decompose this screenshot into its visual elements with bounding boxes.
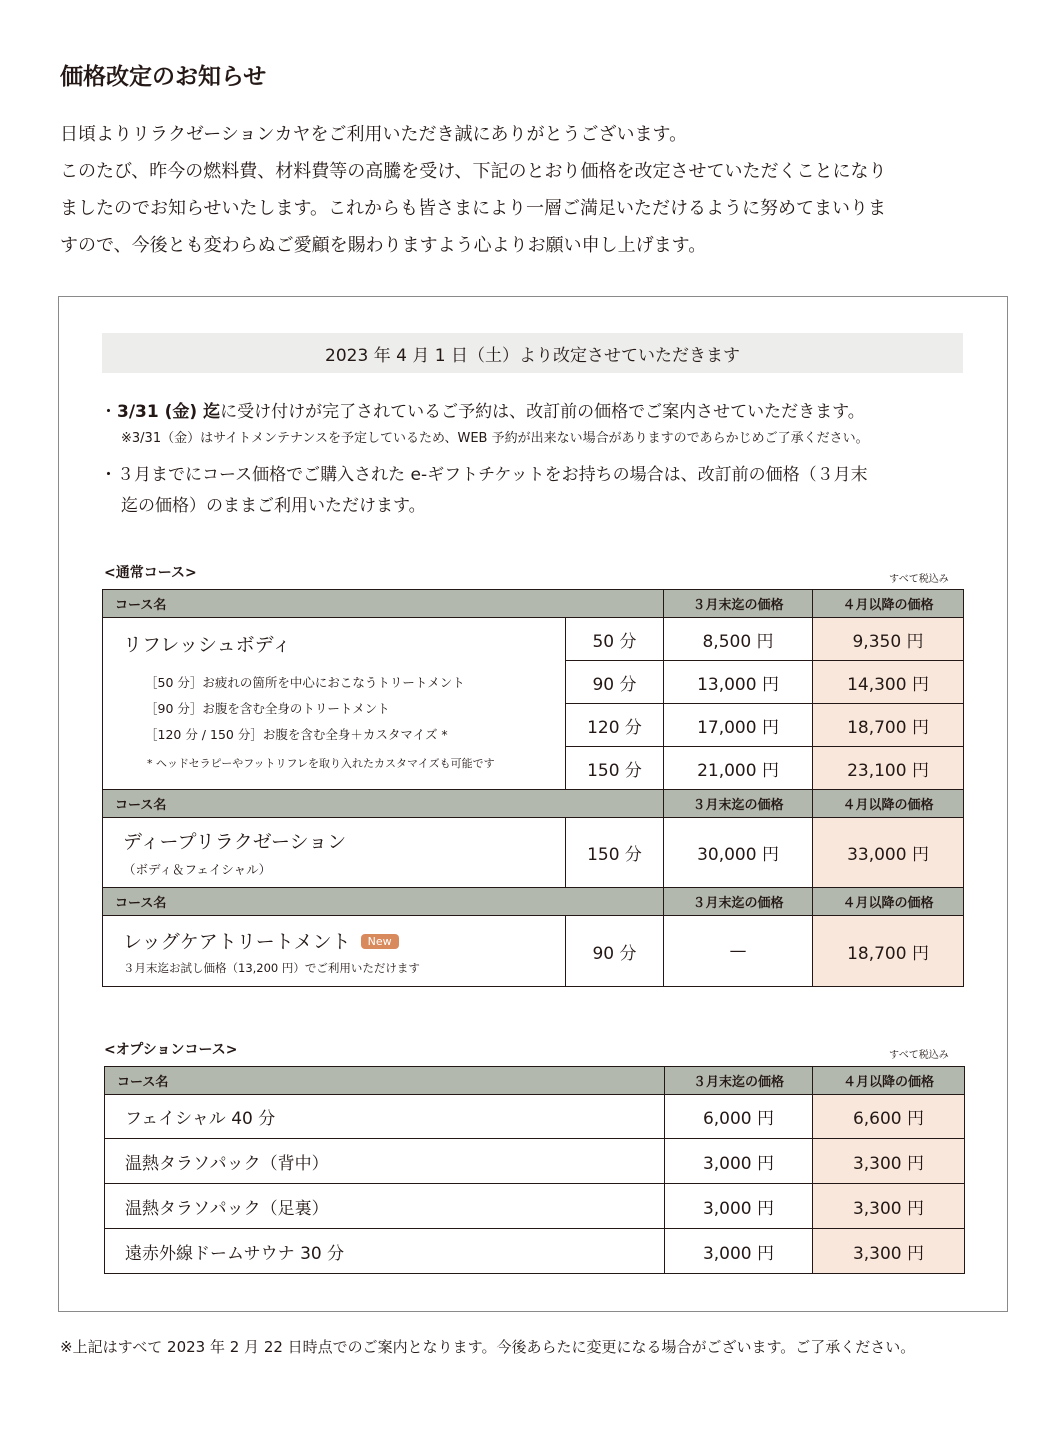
note-text: に受け付けが完了されているご予約は、改訂前の価格でご案内させていただきます。 bbox=[220, 402, 865, 422]
intro-line: このたび、昨今の燃料費、材料費等の高騰を受け、下記のとおり価格を改定させていただくことになり bbox=[60, 161, 887, 182]
header-course: コース名 bbox=[105, 1067, 665, 1095]
intro-line: すので、今後とも変わらぬご愛顧を賜わりますよう心よりお願い申し上げます。 bbox=[60, 235, 707, 256]
effective-date-banner: 2023 年 4 月 1 日（土）より改定させていただきます bbox=[102, 333, 963, 373]
old-price: 30,000 円 bbox=[664, 818, 813, 888]
header-old-price: ３月末迄の価格 bbox=[664, 888, 813, 916]
regular-course-label: <通常コース> bbox=[104, 565, 197, 581]
option-name: 遠赤外線ドームサウナ 30 分 bbox=[105, 1229, 665, 1274]
header-course: コース名 bbox=[103, 590, 664, 618]
note-gift-line2: 迄の価格）のままご利用いただけます。 bbox=[121, 496, 426, 516]
course-desc: ［90 分］お腹を含む全身のトリートメント bbox=[145, 701, 390, 716]
old-price: 21,000 円 bbox=[664, 747, 813, 790]
old-price: 17,000 円 bbox=[664, 704, 813, 747]
regular-course-table bbox=[102, 589, 964, 987]
table-row bbox=[103, 916, 964, 987]
note-deadline: 3/31 (金) 迄 bbox=[117, 402, 221, 422]
table-row bbox=[105, 1095, 965, 1139]
header-old-price: ３月末迄の価格 bbox=[664, 790, 813, 818]
duration: 150 分 bbox=[566, 747, 664, 790]
old-price: 13,000 円 bbox=[664, 661, 813, 704]
tax-included-note: すべて税込み bbox=[889, 1050, 949, 1061]
course-name: ディープリラクゼーション bbox=[123, 831, 347, 853]
old-price: 3,000 円 bbox=[665, 1229, 813, 1274]
footnote: ※上記はすべて 2023 年 2 月 22 日時点でのご案内となります。今後あらたに変更になる場合がございます。ご了承ください。 bbox=[60, 1338, 916, 1356]
new-price: 23,100 円 bbox=[813, 747, 964, 790]
old-price: — bbox=[664, 916, 813, 987]
table-header-row bbox=[103, 888, 964, 916]
new-price: 3,300 円 bbox=[813, 1229, 965, 1274]
note-maintenance: ※3/31（金）はサイトメンテナンスを予定しているため、WEB 予約が出来ない場合がありますのであらかじめご了承ください。 bbox=[121, 431, 869, 446]
course-name: レッグケアトリートメント bbox=[123, 930, 351, 953]
new-price: 3,300 円 bbox=[813, 1184, 965, 1229]
new-price: 33,000 円 bbox=[813, 818, 964, 888]
option-name: 温熱タラソパック（背中） bbox=[105, 1139, 665, 1184]
new-price: 3,300 円 bbox=[813, 1139, 965, 1184]
course-desc: ［50 分］お疲れの箇所を中心におこなうトリートメント bbox=[145, 675, 465, 690]
duration: 90 分 bbox=[566, 916, 664, 987]
header-course: コース名 bbox=[103, 790, 664, 818]
duration: 50 分 bbox=[566, 618, 664, 661]
table-row bbox=[105, 1184, 965, 1229]
duration: 120 分 bbox=[566, 704, 664, 747]
table-row bbox=[105, 1229, 965, 1274]
course-desc: ［120 分 / 150 分］お腹を含む全身＋カスタマイズ * bbox=[145, 727, 448, 742]
table-header-row bbox=[105, 1067, 965, 1095]
old-price: 3,000 円 bbox=[665, 1139, 813, 1184]
course-desc-note: * ヘッドセラピーやフットリフレを取り入れたカスタマイズも可能です bbox=[147, 757, 495, 770]
table-row bbox=[105, 1139, 965, 1184]
new-price: 6,600 円 bbox=[813, 1095, 965, 1139]
course-sub: ３月末迄お試し価格（13,200 円）でご利用いただけます bbox=[123, 960, 420, 975]
course-sub: （ボディ＆フェイシャル） bbox=[123, 862, 272, 877]
course-leg-care bbox=[103, 916, 566, 987]
intro-text bbox=[60, 116, 1020, 264]
header-new-price: ４月以降の価格 bbox=[813, 888, 964, 916]
tax-included-note: すべて税込み bbox=[889, 574, 949, 585]
new-price: 18,700 円 bbox=[813, 916, 964, 987]
table-row bbox=[103, 618, 964, 661]
page-title: 価格改定のお知らせ bbox=[60, 64, 267, 90]
header-new-price: ４月以降の価格 bbox=[813, 590, 964, 618]
header-new-price: ４月以降の価格 bbox=[813, 790, 964, 818]
old-price: 8,500 円 bbox=[664, 618, 813, 661]
option-course-label: <オプションコース> bbox=[104, 1042, 238, 1058]
duration: 150 分 bbox=[566, 818, 664, 888]
table-header-row bbox=[103, 590, 964, 618]
old-price: 3,000 円 bbox=[665, 1184, 813, 1229]
note-reservation bbox=[100, 397, 865, 422]
new-price: 18,700 円 bbox=[813, 704, 964, 747]
header-old-price: ３月末迄の価格 bbox=[664, 590, 813, 618]
intro-line: ましたのでお知らせいたします。これからも皆さまにより一層ご満足いただけるように努めてまいりま bbox=[60, 198, 887, 219]
table-row bbox=[103, 818, 964, 888]
intro-line: 日頃よりリラクゼーションカヤをご利用いただき誠にありがとうございます。 bbox=[60, 124, 688, 145]
old-price: 6,000 円 bbox=[665, 1095, 813, 1139]
header-new-price: ４月以降の価格 bbox=[813, 1067, 965, 1095]
option-name: フェイシャル 40 分 bbox=[105, 1095, 665, 1139]
course-deep-relaxation bbox=[103, 818, 566, 888]
header-course: コース名 bbox=[103, 888, 664, 916]
new-badge: New bbox=[361, 934, 399, 949]
course-refresh-body bbox=[103, 618, 566, 790]
option-course-table bbox=[104, 1066, 965, 1274]
bullet: ・ bbox=[100, 402, 117, 422]
header-old-price: ３月末迄の価格 bbox=[665, 1067, 813, 1095]
option-name: 温熱タラソパック（足裏） bbox=[105, 1184, 665, 1229]
table-header-row bbox=[103, 790, 964, 818]
new-price: 9,350 円 bbox=[813, 618, 964, 661]
course-name: リフレッシュボディ bbox=[123, 634, 292, 656]
note-gift-line1: ・３月までにコース価格でご購入された e-ギフトチケットをお持ちの場合は、改訂前の価格（３月末 bbox=[100, 465, 868, 485]
duration: 90 分 bbox=[566, 661, 664, 704]
new-price: 14,300 円 bbox=[813, 661, 964, 704]
